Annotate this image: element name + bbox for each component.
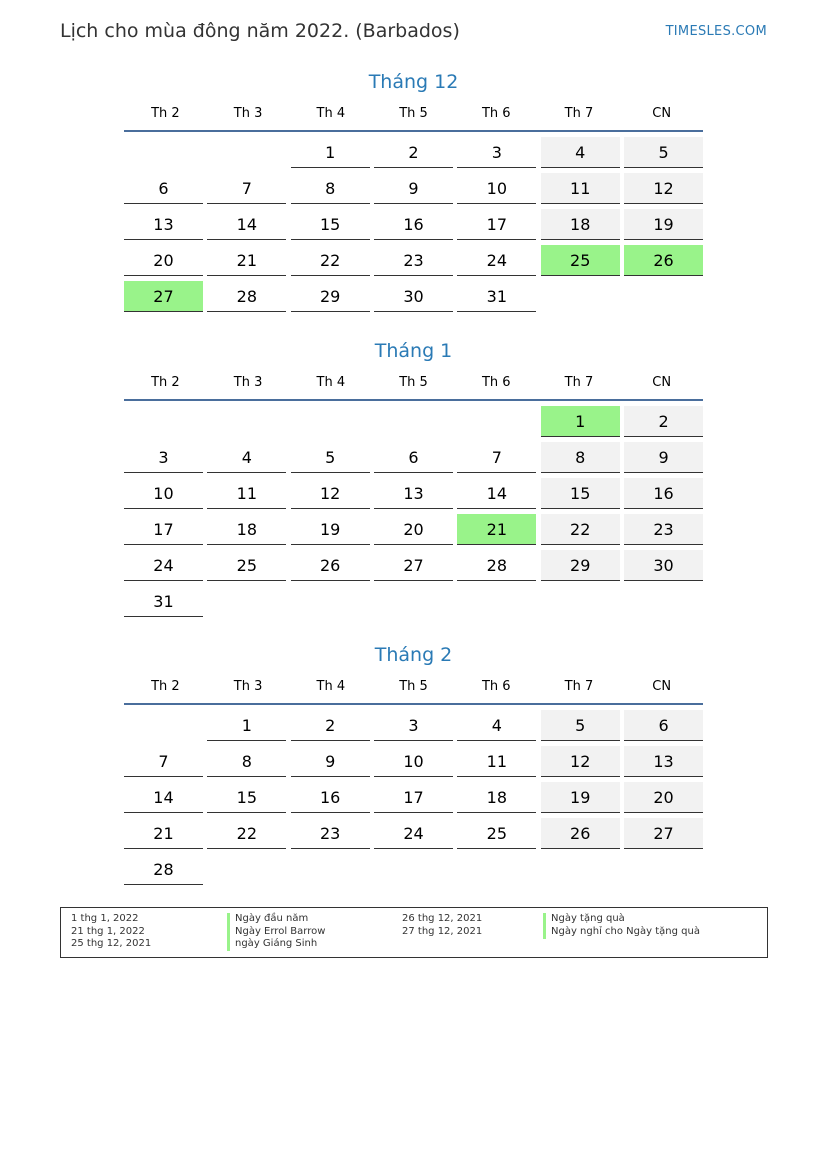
- week-row: [124, 281, 703, 317]
- day-cell[interactable]: 31: [457, 281, 536, 312]
- day-cell[interactable]: 22: [207, 818, 286, 849]
- day-cell[interactable]: 17: [374, 782, 453, 813]
- legend-holiday-name: Ngày đầu năm: [227, 913, 308, 926]
- day-cell[interactable]: 4: [457, 710, 536, 741]
- day-cell[interactable]: 4: [207, 442, 286, 473]
- weekday-label: Th 6: [481, 679, 511, 694]
- day-cell[interactable]: 17: [124, 514, 203, 545]
- day-cell[interactable]: 11: [457, 746, 536, 777]
- empty-cell: [624, 586, 703, 617]
- week-row: [124, 478, 703, 514]
- day-cell[interactable]: 8: [541, 442, 620, 473]
- day-cell[interactable]: 29: [291, 281, 370, 312]
- day-cell[interactable]: 7: [124, 746, 203, 777]
- day-cell[interactable]: 6: [374, 442, 453, 473]
- day-cell[interactable]: 19: [541, 782, 620, 813]
- empty-cell: [291, 406, 370, 437]
- day-cell[interactable]: 28: [457, 550, 536, 581]
- brand-link[interactable]: TIMESLES.COM: [665, 24, 767, 39]
- weekday-label: Th 7: [564, 375, 594, 390]
- week-row: [124, 514, 703, 550]
- day-cell[interactable]: 27: [374, 550, 453, 581]
- day-cell[interactable]: 21: [207, 245, 286, 276]
- day-cell[interactable]: 16: [291, 782, 370, 813]
- day-cell[interactable]: 21: [457, 514, 536, 545]
- empty-cell: [291, 854, 370, 885]
- week-row: [124, 818, 703, 854]
- day-cell[interactable]: 26: [624, 245, 703, 276]
- day-cell[interactable]: 24: [457, 245, 536, 276]
- day-cell[interactable]: 7: [207, 173, 286, 204]
- day-cell[interactable]: 18: [457, 782, 536, 813]
- weekday-label: CN: [652, 679, 672, 694]
- week-row: [124, 746, 703, 782]
- day-cell[interactable]: 16: [624, 478, 703, 509]
- month-title: Tháng 1: [374, 340, 453, 362]
- day-cell[interactable]: 10: [457, 173, 536, 204]
- empty-cell: [291, 586, 370, 617]
- day-cell[interactable]: 22: [541, 514, 620, 545]
- weekday-label: Th 6: [481, 106, 511, 121]
- day-cell[interactable]: 19: [291, 514, 370, 545]
- day-cell[interactable]: 23: [291, 818, 370, 849]
- weekday-label: Th 2: [151, 106, 180, 121]
- day-cell[interactable]: 18: [207, 514, 286, 545]
- empty-cell: [374, 406, 453, 437]
- day-cell[interactable]: 17: [457, 209, 536, 240]
- day-cell[interactable]: 26: [291, 550, 370, 581]
- day-cell[interactable]: 30: [374, 281, 453, 312]
- legend-date: 1 thg 1, 2022: [71, 913, 139, 924]
- day-cell[interactable]: 28: [207, 281, 286, 312]
- day-cell[interactable]: 21: [124, 818, 203, 849]
- empty-cell: [207, 854, 286, 885]
- weekday-header: [124, 102, 703, 132]
- day-cell[interactable]: 3: [374, 710, 453, 741]
- holiday-legend: [60, 907, 768, 958]
- day-cell[interactable]: 1: [207, 710, 286, 741]
- day-cell[interactable]: 26: [541, 818, 620, 849]
- empty-cell: [207, 586, 286, 617]
- day-cell[interactable]: 3: [124, 442, 203, 473]
- weekday-label: Th 4: [316, 375, 346, 390]
- empty-cell: [374, 586, 453, 617]
- day-cell[interactable]: 9: [291, 746, 370, 777]
- empty-cell: [124, 137, 203, 168]
- week-row: [124, 586, 703, 622]
- month-title: Tháng 2: [374, 644, 453, 666]
- empty-cell: [207, 137, 286, 168]
- weekday-label: Th 3: [233, 106, 263, 121]
- day-cell[interactable]: 13: [374, 478, 453, 509]
- week-row: [124, 854, 703, 890]
- day-cell[interactable]: 12: [291, 478, 370, 509]
- weekday-label: CN: [652, 375, 672, 390]
- empty-cell: [541, 281, 620, 312]
- day-cell[interactable]: 20: [624, 782, 703, 813]
- day-cell[interactable]: 12: [541, 746, 620, 777]
- week-row: [124, 550, 703, 586]
- legend-holiday-name: Ngày nghỉ cho Ngày tặng quà: [543, 926, 700, 939]
- day-cell[interactable]: 13: [624, 746, 703, 777]
- day-cell[interactable]: 18: [541, 209, 620, 240]
- day-cell[interactable]: 1: [541, 406, 620, 437]
- legend-holiday-name: ngày Giáng Sinh: [227, 938, 317, 951]
- weekday-header: [124, 371, 703, 401]
- week-row: [124, 782, 703, 818]
- day-cell[interactable]: 1: [291, 137, 370, 168]
- day-cell[interactable]: 7: [457, 442, 536, 473]
- day-cell[interactable]: 24: [374, 818, 453, 849]
- day-cell[interactable]: 15: [541, 478, 620, 509]
- day-cell[interactable]: 2: [624, 406, 703, 437]
- day-cell[interactable]: 31: [124, 586, 203, 617]
- day-cell[interactable]: 5: [541, 710, 620, 741]
- day-cell[interactable]: 12: [624, 173, 703, 204]
- day-cell[interactable]: 25: [541, 245, 620, 276]
- weekday-label: Th 4: [316, 106, 346, 121]
- month-title: Tháng 12: [368, 71, 459, 93]
- day-cell[interactable]: 16: [374, 209, 453, 240]
- weekday-header: [124, 675, 703, 705]
- empty-cell: [624, 281, 703, 312]
- day-cell[interactable]: 11: [541, 173, 620, 204]
- day-cell[interactable]: 13: [124, 209, 203, 240]
- weekday-label: Th 2: [151, 679, 180, 694]
- month-calendar-december: [124, 68, 703, 317]
- day-cell[interactable]: 25: [207, 550, 286, 581]
- month-calendar-february: [124, 641, 703, 890]
- day-cell[interactable]: 24: [124, 550, 203, 581]
- legend-date: 25 thg 12, 2021: [71, 938, 152, 949]
- day-cell[interactable]: 3: [457, 137, 536, 168]
- week-row: [124, 406, 703, 442]
- empty-cell: [624, 854, 703, 885]
- month-calendar-january: [124, 337, 703, 622]
- day-cell[interactable]: 25: [457, 818, 536, 849]
- week-row: [124, 209, 703, 245]
- weekday-label: Th 5: [399, 106, 428, 121]
- day-cell[interactable]: 29: [541, 550, 620, 581]
- day-cell[interactable]: 8: [207, 746, 286, 777]
- page-title: Lịch cho mùa đông năm 2022. (Barbados): [60, 20, 460, 42]
- weekday-label: CN: [652, 106, 672, 121]
- legend-date: 21 thg 1, 2022: [71, 926, 145, 937]
- day-cell[interactable]: 19: [624, 209, 703, 240]
- week-row: [124, 442, 703, 478]
- day-cell[interactable]: 11: [207, 478, 286, 509]
- day-cell[interactable]: 28: [124, 854, 203, 885]
- weekday-label: Th 3: [233, 375, 263, 390]
- day-cell[interactable]: 10: [124, 478, 203, 509]
- week-row: [124, 137, 703, 173]
- weekday-label: Th 7: [564, 106, 594, 121]
- day-cell[interactable]: 9: [624, 442, 703, 473]
- day-cell[interactable]: 27: [124, 281, 203, 312]
- week-row: [124, 173, 703, 209]
- empty-cell: [207, 406, 286, 437]
- weekday-label: Th 5: [399, 375, 428, 390]
- empty-cell: [374, 854, 453, 885]
- weekday-label: Th 6: [481, 375, 511, 390]
- day-cell[interactable]: 6: [124, 173, 203, 204]
- day-cell[interactable]: 15: [291, 209, 370, 240]
- weekday-label: Th 3: [233, 679, 263, 694]
- day-cell[interactable]: 27: [624, 818, 703, 849]
- weekday-label: Th 7: [564, 679, 594, 694]
- weekday-label: Th 4: [316, 679, 346, 694]
- weekday-label: Th 5: [399, 679, 428, 694]
- day-cell[interactable]: 23: [624, 514, 703, 545]
- day-cell[interactable]: 14: [124, 782, 203, 813]
- day-cell[interactable]: 8: [291, 173, 370, 204]
- legend-holiday-name: Ngày Errol Barrow: [227, 926, 325, 939]
- legend-date: 27 thg 12, 2021: [402, 926, 483, 937]
- week-row: [124, 245, 703, 281]
- day-cell[interactable]: 2: [291, 710, 370, 741]
- day-cell[interactable]: 23: [374, 245, 453, 276]
- legend-date: 26 thg 12, 2021: [402, 913, 483, 924]
- day-cell[interactable]: 5: [624, 137, 703, 168]
- legend-holiday-name: Ngày tặng quà: [543, 913, 625, 926]
- day-cell[interactable]: 9: [374, 173, 453, 204]
- empty-cell: [541, 586, 620, 617]
- day-cell[interactable]: 20: [374, 514, 453, 545]
- empty-cell: [124, 406, 203, 437]
- week-row: [124, 710, 703, 746]
- empty-cell: [124, 710, 203, 741]
- day-cell[interactable]: 20: [124, 245, 203, 276]
- day-cell[interactable]: 30: [624, 550, 703, 581]
- day-cell[interactable]: 10: [374, 746, 453, 777]
- empty-cell: [457, 586, 536, 617]
- empty-cell: [457, 406, 536, 437]
- day-cell[interactable]: 14: [207, 209, 286, 240]
- empty-cell: [541, 854, 620, 885]
- day-cell[interactable]: 22: [291, 245, 370, 276]
- weekday-label: Th 2: [151, 375, 180, 390]
- day-cell[interactable]: 5: [291, 442, 370, 473]
- day-cell[interactable]: 15: [207, 782, 286, 813]
- day-cell[interactable]: 2: [374, 137, 453, 168]
- day-cell[interactable]: 14: [457, 478, 536, 509]
- day-cell[interactable]: 4: [541, 137, 620, 168]
- empty-cell: [457, 854, 536, 885]
- day-cell[interactable]: 6: [624, 710, 703, 741]
